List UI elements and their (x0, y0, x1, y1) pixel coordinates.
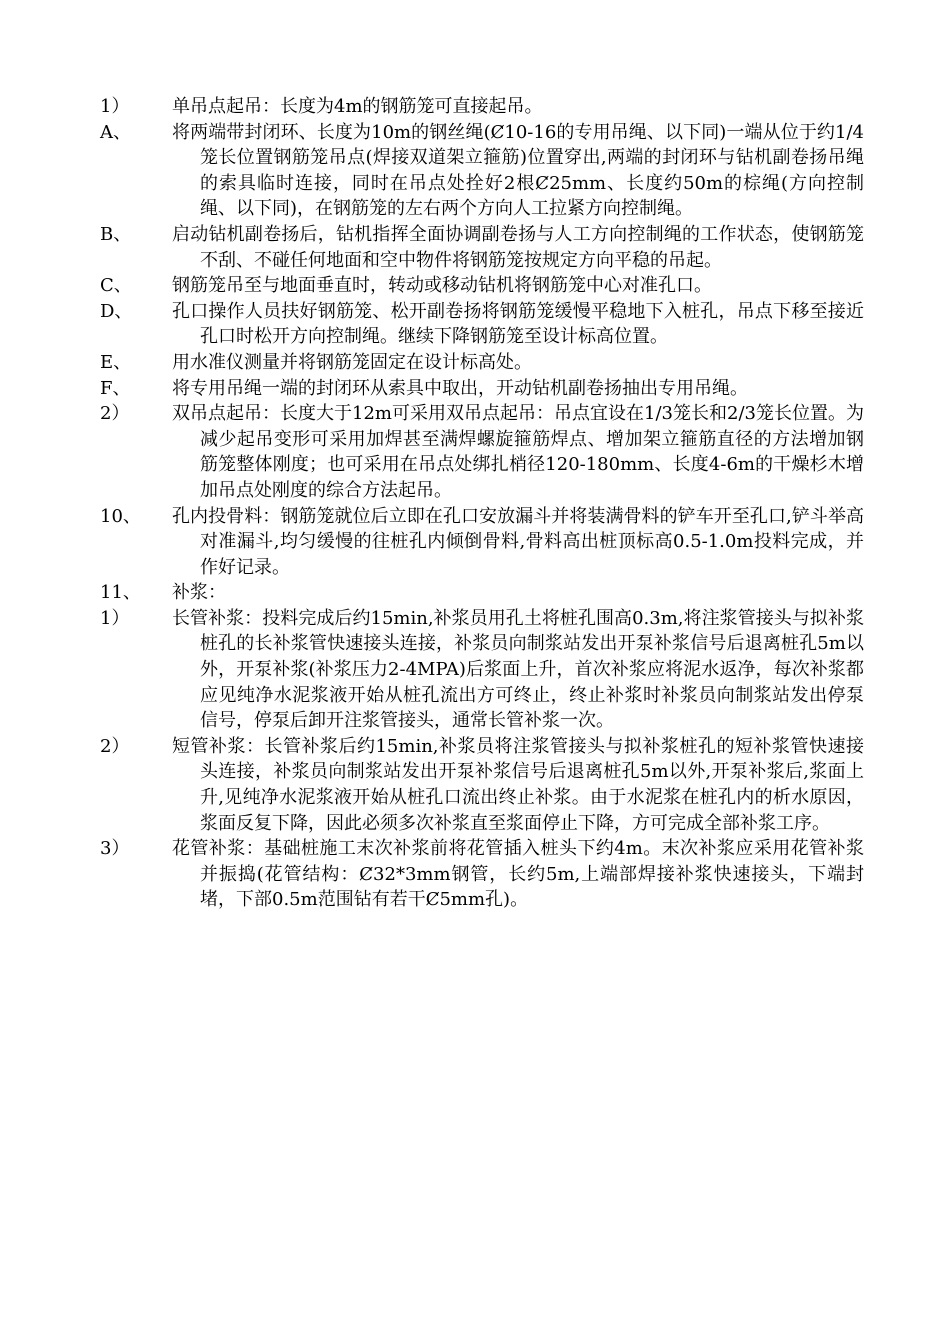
paragraph-b (0, 222, 950, 273)
paragraph-label: B、 (100, 223, 132, 245)
paragraph-text: 启动钻机副卷扬后，钻机指挥全面协调副卷扬与人工方向控制绳的工作状态，使钢筋笼不刮、不碰任何地面和空中物件将钢筋笼按规定方向平稳的吊起。 (172, 223, 864, 271)
paragraph-label: C、 (100, 275, 132, 297)
paragraph-f (0, 376, 950, 402)
paragraph-label: A、 (100, 121, 131, 143)
paragraph-label: 1） (100, 607, 130, 629)
paragraph-label: 11、 (100, 582, 141, 604)
paragraph-text: 孔口操作人员扶好钢筋笼、松开副卷扬将钢筋笼缓慢平稳地下入桩孔，吊点下移至接近孔口时松开方向控制绳。继续下降钢筋笼至设计标高位置。 (172, 300, 864, 348)
paragraph-text: 花管补浆：基础桩施工末次补浆前将花管插入桩头下约4m。末次补浆应采用花管补浆并振捣(花管结构：Ȼ32*3mm钢管，长约5m,上端部焊接补浆快速接头，下端封堵，下部0.5m范围钻有若干Ȼ5mm孔)。 (172, 838, 864, 911)
paragraph-label: F、 (100, 377, 131, 399)
paragraph-e (0, 350, 950, 376)
paragraph-label: 1） (100, 96, 130, 117)
paragraph-label: 2） (100, 403, 130, 425)
paragraph-label: E、 (100, 351, 132, 373)
paragraph-short-pipe (0, 734, 950, 836)
paragraph-label: 2） (100, 735, 130, 757)
paragraph-2-double-lift (0, 401, 950, 503)
paragraph-text: 钢筋笼吊至与地面垂直时，转动或移动钻机将钢筋笼中心对准孔口。 (172, 275, 712, 297)
paragraph-label: 10、 (100, 505, 141, 527)
paragraph-d (0, 299, 950, 350)
paragraph-text: 用水准仪测量并将钢筋笼固定在设计标高处。 (172, 351, 532, 373)
paragraph-long-pipe (0, 606, 950, 734)
paragraph-label: 3） (100, 838, 130, 860)
paragraph-a (0, 120, 950, 222)
paragraph-11-grouting (0, 580, 950, 606)
paragraph-text: 补浆： (172, 582, 226, 604)
paragraph-text: 将两端带封闭环、长度为10m的钢丝绳(Ȼ10-16的专用吊绳、以下同)一端从位于约1/4笼长位置钢筋笼吊点(焊接双道架立箍筋)位置穿出,两端的封闭环与钻机副卷扬吊绳的索具临时连接，同时在吊点处拴好2根Ȼ25mm、长度约50m的棕绳(方向控制绳、以下同)，在钢筋笼的左右两个方向人工拉紧方向控制绳。 (172, 121, 864, 220)
paragraph-10-aggregate (0, 504, 950, 581)
paragraph-c (0, 273, 950, 299)
paragraph-text: 长管补浆：投料完成后约15min,补浆员用孔土将桩孔围高0.3m,将注浆管接头与拟补浆桩孔的长补浆管快速接头连接，补浆员向制浆站发出开泵补浆信号后退离桩孔5m以外，开泵补浆(补浆压力2-4MPA)后浆面上升，首次补浆应将泥水返净，每次补浆都应见纯净水泥浆液开始从桩孔流出方可终止，终止补浆时补浆员向制浆站发出停泵信号，停泵后卸开注浆管接头，通常长管补浆一次。 (172, 607, 864, 732)
paragraph-text: 孔内投骨料：钢筋笼就位后立即在孔口安放漏斗并将装满骨料的铲车开至孔口,铲斗举高对准漏斗,均匀缓慢的往桩孔内倾倒骨料,骨料高出桩顶标高0.5-1.0m投料完成，并作好记录。 (172, 505, 864, 578)
document-page (0, 94, 950, 913)
paragraph-text: 将专用吊绳一端的封闭环从索具中取出，开动钻机副卷扬抽出专用吊绳。 (172, 377, 748, 399)
paragraph-text: 单吊点起吊：长度为4m的钢筋笼可直接起吊。 (172, 96, 543, 117)
paragraph-perforated-pipe (0, 836, 950, 913)
paragraph-label: D、 (100, 300, 133, 322)
paragraph-text: 短管补浆：长管补浆后约15min,补浆员将注浆管接头与拟补浆桩孔的短补浆管快速接头连接，补浆员向制浆站发出开泵补浆信号后退离桩孔5m以外,开泵补浆后,浆面上升,见纯净水泥浆液开始从桩孔口流出终止补浆。由于水泥浆在桩孔内的析水原因，浆面反复下降，因此必须多次补浆直至浆面停止下降，方可完成全部补浆工序。 (172, 735, 864, 834)
paragraph-text: 双吊点起吊：长度大于12m可采用双吊点起吊：吊点宜设在1/3笼长和2/3笼长位置。为减少起吊变形可采用加焊甚至满焊螺旋箍筋焊点、增加架立箍筋直径的方法增加钢筋笼整体刚度；也可采用在吊点处绑扎梢径120-180mm、长度4-6m的干燥杉木增加吊点处刚度的综合方法起吊。 (172, 403, 864, 501)
paragraph-1-single-lift (0, 94, 950, 120)
